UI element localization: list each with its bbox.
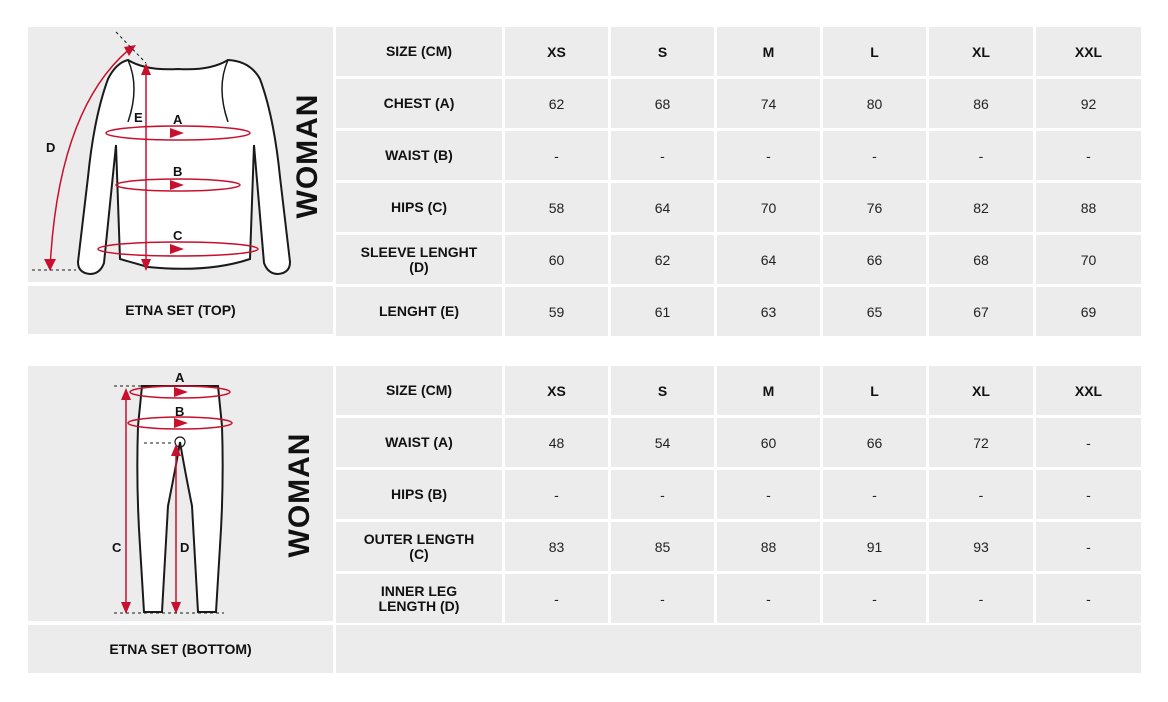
table-cell: 68 xyxy=(929,235,1033,284)
table-cell: 62 xyxy=(611,235,714,284)
row-label: CHEST (A) xyxy=(336,79,502,128)
row-label: HIPS (C) xyxy=(336,183,502,232)
table-cell: 80 xyxy=(823,79,926,128)
marker-c: C xyxy=(112,540,122,555)
table-cell: 66 xyxy=(823,235,926,284)
column-header: SIZE (CM) xyxy=(336,366,502,415)
gender-label: WOMAN xyxy=(283,432,316,558)
row-label: WAIST (B) xyxy=(336,131,502,180)
table-cell: 72 xyxy=(929,418,1033,467)
table-cell: 92 xyxy=(1036,79,1141,128)
top-illustration-panel xyxy=(28,27,333,282)
row-label: SLEEVE LENGHT (D) xyxy=(336,235,502,284)
size-header: XL xyxy=(929,366,1033,415)
product-title: ETNA SET (TOP) xyxy=(28,286,333,334)
row-label: HIPS (B) xyxy=(336,470,502,519)
table-cell: - xyxy=(1036,574,1141,623)
table-cell: 74 xyxy=(717,79,820,128)
table-cell: 68 xyxy=(611,79,714,128)
marker-a: A xyxy=(175,370,185,385)
table-cell: 58 xyxy=(505,183,608,232)
table-cell: 76 xyxy=(823,183,926,232)
table-cell: - xyxy=(717,131,820,180)
table-cell: 83 xyxy=(505,522,608,571)
marker-b: B xyxy=(173,164,183,179)
table-cell: 64 xyxy=(717,235,820,284)
long-sleeve-top-icon xyxy=(28,27,333,282)
table-cell: 64 xyxy=(611,183,714,232)
table-cell: 91 xyxy=(823,522,926,571)
table-cell: 69 xyxy=(1036,287,1141,336)
table-cell: 63 xyxy=(717,287,820,336)
table-cell: - xyxy=(823,574,926,623)
marker-d: D xyxy=(180,540,190,555)
table-cell: - xyxy=(611,470,714,519)
table-cell: - xyxy=(823,131,926,180)
table-cell: - xyxy=(1036,522,1141,571)
table-cell: - xyxy=(505,574,608,623)
table-cell: - xyxy=(717,470,820,519)
marker-c: C xyxy=(173,228,183,243)
marker-a: A xyxy=(173,112,183,127)
size-header: S xyxy=(611,366,714,415)
table-cell: 88 xyxy=(717,522,820,571)
table-cell: 85 xyxy=(611,522,714,571)
column-header: SIZE (CM) xyxy=(336,27,502,76)
marker-b: B xyxy=(175,404,185,419)
product-title: ETNA SET (BOTTOM) xyxy=(28,625,333,673)
table-cell: 86 xyxy=(929,79,1033,128)
table-cell: 88 xyxy=(1036,183,1141,232)
table-cell: - xyxy=(611,131,714,180)
row-label: LENGHT (E) xyxy=(336,287,502,336)
row-label: OUTER LENGTH (C) xyxy=(336,522,502,571)
table-cell: 66 xyxy=(823,418,926,467)
size-header: XS xyxy=(505,366,608,415)
table-cell: - xyxy=(505,131,608,180)
table-cell: 70 xyxy=(717,183,820,232)
table-cell: 65 xyxy=(823,287,926,336)
marker-d: D xyxy=(46,140,56,155)
size-header: XXL xyxy=(1036,27,1141,76)
table-cell: - xyxy=(823,470,926,519)
size-header: S xyxy=(611,27,714,76)
table-cell: 70 xyxy=(1036,235,1141,284)
table-cell: 48 xyxy=(505,418,608,467)
table-cell: - xyxy=(929,131,1033,180)
bottom-illustration-panel xyxy=(28,366,333,621)
table-cell: 60 xyxy=(505,235,608,284)
table-cell: 59 xyxy=(505,287,608,336)
row-label: INNER LEG LENGTH (D) xyxy=(336,574,502,623)
table-cell: - xyxy=(611,574,714,623)
size-header: XL xyxy=(929,27,1033,76)
table-cell: 62 xyxy=(505,79,608,128)
table-cell: - xyxy=(929,574,1033,623)
size-header: M xyxy=(717,27,820,76)
size-header: M xyxy=(717,366,820,415)
table-cell: 54 xyxy=(611,418,714,467)
table-cell: - xyxy=(1036,470,1141,519)
size-header: XXL xyxy=(1036,366,1141,415)
table-cell: 93 xyxy=(929,522,1033,571)
table-cell: 67 xyxy=(929,287,1033,336)
table-cell: - xyxy=(1036,131,1141,180)
table-cell: - xyxy=(717,574,820,623)
table-cell: - xyxy=(1036,418,1141,467)
table-cell: 60 xyxy=(717,418,820,467)
row-label: WAIST (A) xyxy=(336,418,502,467)
size-header: L xyxy=(823,366,926,415)
size-header: XS xyxy=(505,27,608,76)
marker-e: E xyxy=(134,110,143,125)
table-cell: - xyxy=(929,470,1033,519)
empty-footer-cell xyxy=(336,625,1141,673)
size-header: L xyxy=(823,27,926,76)
table-cell: - xyxy=(505,470,608,519)
gender-label: WOMAN xyxy=(291,93,324,219)
table-cell: 82 xyxy=(929,183,1033,232)
table-cell: 61 xyxy=(611,287,714,336)
